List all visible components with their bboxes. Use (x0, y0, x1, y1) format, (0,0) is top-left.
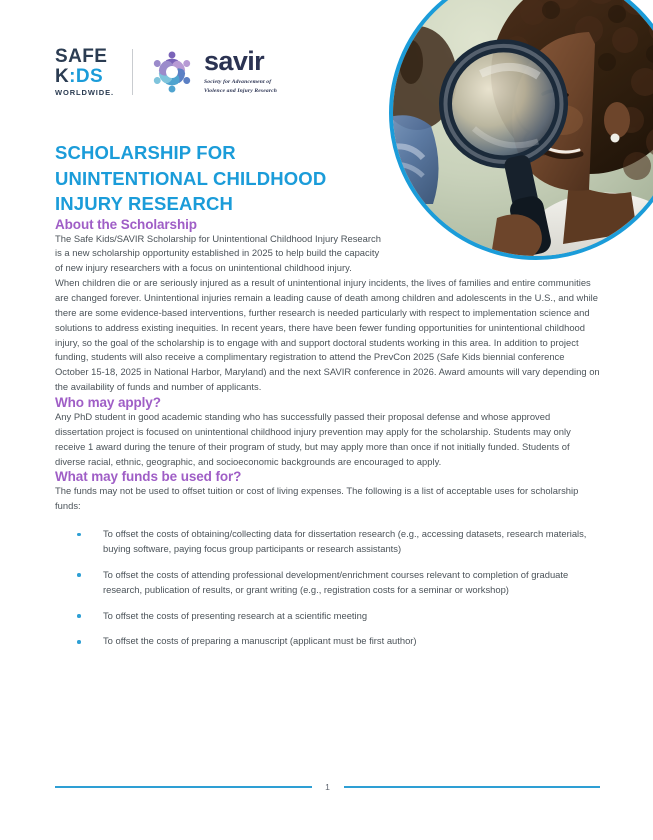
list-item: To offset the costs of attending professional development/enrichment courses relevant to completion of graduate research, publication of results, or grant writing (e.g., registration costs for a seminar or workshop) (55, 568, 600, 598)
acceptable-uses-list (55, 527, 600, 649)
safe-kids-k: K (55, 66, 70, 88)
section-heading-about: About the Scholarship (55, 216, 197, 232)
section-heading-funds-use: What may funds be used for? (55, 469, 242, 485)
page-footer (55, 782, 600, 792)
savir-logo (149, 48, 277, 95)
page-title: SCHOLARSHIP FOR UNINTENTIONAL CHILDHOOD INJURY RESEARCH (55, 142, 327, 215)
safe-kids-line-kids (55, 67, 103, 86)
page-number: 1 (325, 782, 330, 792)
savir-wordmark: savir (204, 46, 265, 77)
who-may-apply-paragraph: Any PhD student in good academic standing who has successfully passed their proposal defense and whose approved dissertation project is focused on unintentional childhood injury prevention may apply for the scholarship. Students may only receive 1 award during the tenure of their program of study, but may apply more than once if not initially funded. Students of diverse racial, ethnic, geographic, and socioeconomic backgrounds are encouraged to apply. (55, 411, 571, 467)
safe-kids-line-safe: SAFE (55, 46, 108, 68)
safe-kids-ids: :DS (69, 66, 104, 88)
footer-rule-left (55, 786, 312, 787)
logo-divider (132, 49, 133, 95)
savir-text-block (204, 48, 277, 95)
list-item: To offset the costs of presenting research at a scientific meeting (55, 609, 600, 624)
footer-rule-right (344, 786, 601, 787)
safe-kids-worldwide-text: WORLDWIDE. (55, 88, 114, 98)
document-body (55, 140, 600, 660)
savir-tagline-line1: Society for Advancement of (204, 79, 272, 86)
logo-bar (55, 44, 277, 100)
savir-pinwheel-icon (149, 49, 195, 95)
list-item: To offset the costs of preparing a manuscript (applicant must be first author) (55, 634, 600, 649)
savir-tagline (204, 78, 277, 95)
funds-intro-paragraph: The funds may not be used to offset tuition or cost of living expenses. The following is a list of acceptable uses for scholarship funds: (55, 485, 579, 512)
safe-kids-worldwide-logo (55, 47, 114, 97)
savir-tagline-line2: Violence and Injury Research (204, 88, 278, 94)
list-item: To offset the costs of obtaining/collecting data for dissertation research (e.g., accessing datasets, research materials, buying software, paying focus group participants or research assistants) (55, 527, 600, 557)
section-heading-who-may-apply: Who may apply? (55, 395, 161, 410)
about-paragraph-2: When children die or are seriously injured as a result of unintentional injury incidents, the lives of families and entire communities are changed forever. Unintentional injuries remain a leading cause of death among children and adolescents in the U.S., and while there are some evidence-based interventions, further research is needed particularly with respect to implementation science and solutions to address existing inequities. In recent years, there have been fewer funding opportunities for unintentional childhood injury, so the goal of the scholarship is to engage with and support doctoral students working in this area. In addition to project funding, students will also receive a complimentary registration to attend the PrevCon 2025 (Safe Kids biennial conference October 15-18, 2025 in National Harbor, Maryland) and the next SAVIR conference in 2026. Award amounts will vary depending on the availability of funds and number of applicants. (55, 277, 600, 393)
about-paragraph-1: The Safe Kids/SAVIR Scholarship for Unintentional Childhood Injury Research is a new scholarship opportunity established in 2025 to help build the capacity of new injury researchers with a focus on unintentional childhood injury. (55, 232, 381, 274)
